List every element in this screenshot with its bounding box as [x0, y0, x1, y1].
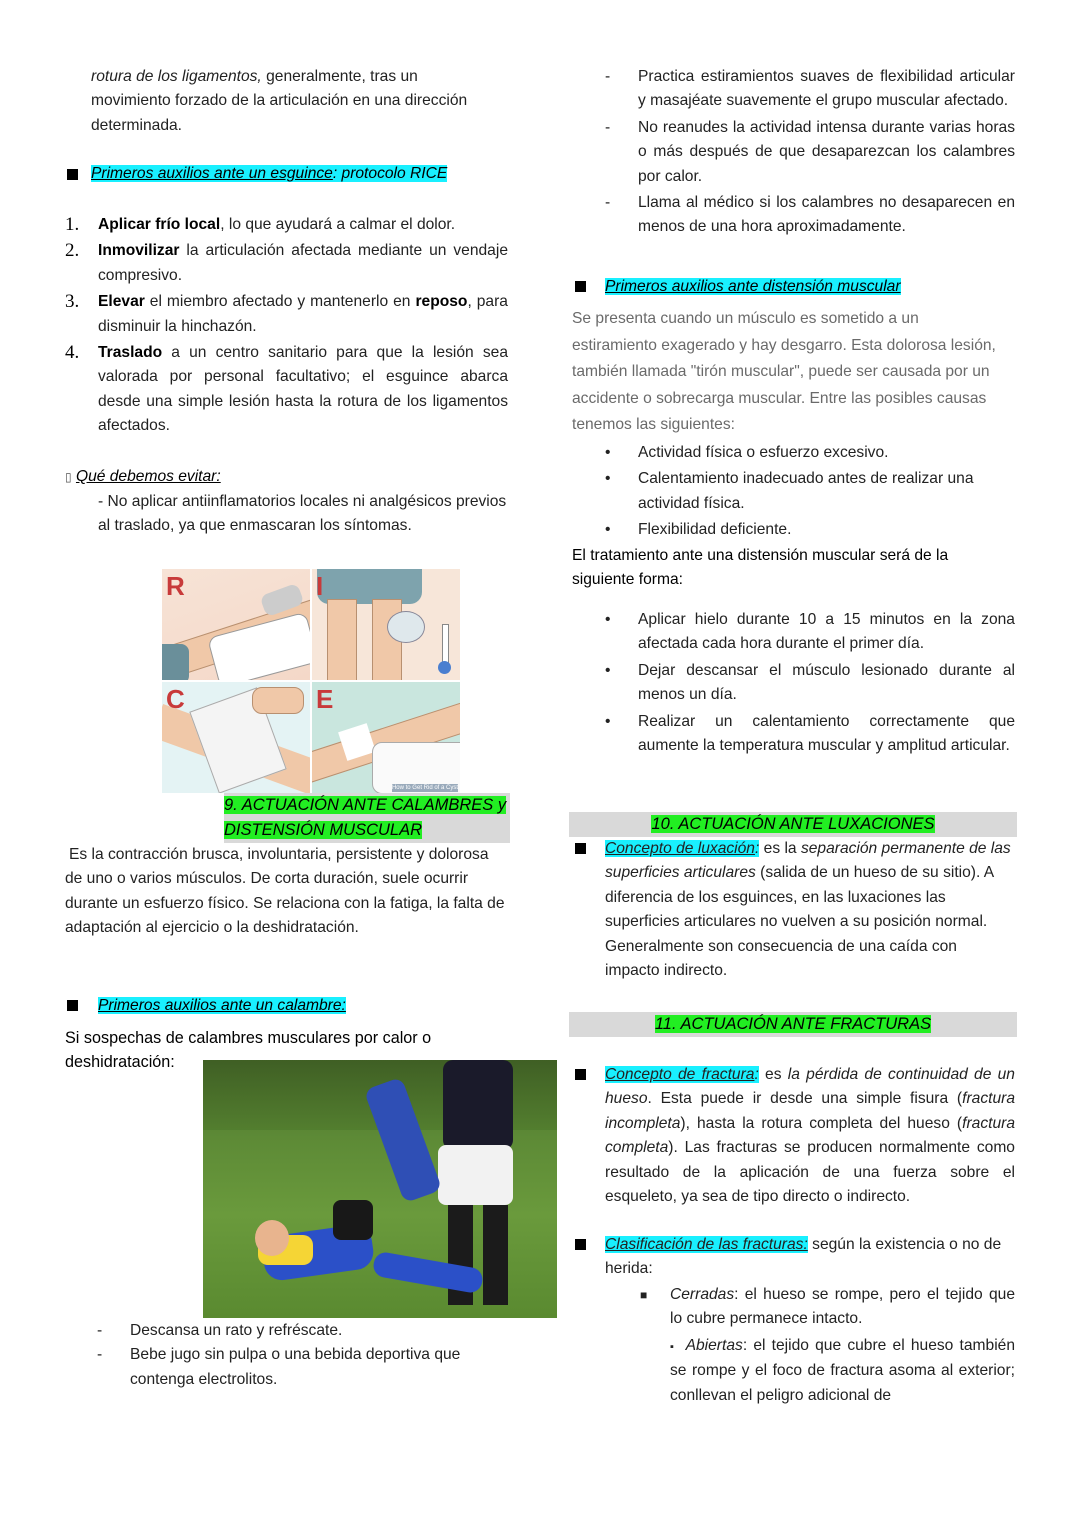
cramp-step: - Bebe jugo sin pulpa o una bebida deportiva que contenga electrolitos. — [97, 1346, 461, 1388]
rice-heading: Primeros auxilios ante un esguince: protocolo RICE — [91, 165, 448, 182]
strain-paragraph: Se presenta cuando un músculo es sometido a un estiramiento exagerado y hay desgarro. Esta dolorosa lesión, también llamada "tirón muscular", puede ser causada por un accidente o sobrecarga muscular. Entre las posibles causas tenemos las siguientes: — [572, 310, 996, 434]
cause-item: • Flexibilidad deficiente. — [605, 521, 792, 539]
cramp-step: - Descansa un rato y refréscate. — [97, 1322, 343, 1339]
section-11-heading: 11. ACTUACIÓN ANTE FRACTURAS — [569, 1012, 1017, 1037]
rice-illustration — [162, 569, 460, 793]
rice-steps-list — [65, 213, 508, 439]
treatment-item: • Dejar descansar el músculo lesionado durante al menos un día. — [605, 661, 1015, 704]
missing-glyph-icon: ▯ — [65, 470, 72, 484]
strain-heading: Primeros auxilios ante distensión muscular — [605, 278, 901, 295]
cramp-photo — [203, 1060, 557, 1318]
image-caption: How to Get Rid of a Cyst — [391, 785, 458, 791]
fracture-types-list — [640, 1283, 1016, 1408]
treatment-item: • Aplicar hielo durante 10 a 15 minutos en la zona afectada cada hora durante el primer día. — [605, 611, 1015, 653]
rice-step: 2. Inmovilizar la articulación afectada mediante un vendaje compresivo. — [65, 240, 508, 284]
treatment-item: • Realizar un calentamiento correctamente que aumente la temperatura muscular y amplitud articular. — [605, 712, 1015, 755]
intro-italic: rotura de los ligamentos, — [91, 68, 262, 85]
cramp-step: - Practica estiramientos suaves de flexibilidad articular y masajéate suavemente el grupo muscular afectado. — [605, 68, 1015, 110]
cramp-heading: Primeros auxilios ante un calambre: — [98, 997, 346, 1014]
cramp-steps-continued — [605, 65, 1015, 240]
avoid-text: - No aplicar antiinflamatorios locales ni analgésicos previos al traslado, ya que enmascaran los síntomas. — [98, 493, 507, 535]
bullet-square-icon — [575, 1069, 586, 1080]
rice-step: 3. Elevar el miembro afectado y mantenerlo en reposo, para disminuir la hinchazón. — [65, 291, 508, 335]
bullet-square-icon — [67, 169, 78, 180]
section-9-heading: 9. ACTUACIÓN ANTE CALAMBRES y DISTENSIÓN MUSCULAR — [224, 793, 510, 843]
rest-panel: R — [162, 569, 310, 680]
ice-panel: I — [312, 569, 460, 680]
cramp-steps-list — [97, 1319, 510, 1392]
bullet-square-icon — [575, 1239, 586, 1250]
cramp-paragraph: Es la contracción brusca, involuntaria, persistente y dolorosa de uno o varios músculos. De corta duración, suele ocurrir durante un esfuerzo físico. Se relaciona con la fatiga, la falta de adaptación al ejercicio o la deshidratación. — [65, 846, 505, 937]
rice-step: 4. Traslado a un centro sanitario para que la lesión sea valorada por personal facultativo; el esguince abarca desde una simple lesión hasta la rotura de los ligamentos afectados. — [65, 342, 508, 435]
intro-text: generalmente, tras un movimiento forzado de la articulación en una dirección determinada. — [91, 68, 468, 134]
bullet-square-icon — [575, 843, 586, 854]
fracture-classification: Clasificación de las fracturas: según la existencia o no de herida: — [605, 1236, 1002, 1278]
intro-paragraph — [91, 65, 471, 138]
bullet-square-icon — [575, 281, 586, 292]
avoid-heading: ▯ Qué debemos evitar: — [65, 468, 221, 485]
cramp-step: - No reanudes la actividad intensa durante varias horas o más después de que desaparezcan los calambres por calor. — [605, 118, 1015, 185]
causes-list — [605, 441, 1015, 543]
cause-item: • Actividad física o esfuerzo excesivo. — [605, 444, 889, 461]
bullet-square-icon — [67, 1000, 78, 1011]
treatment-list — [605, 608, 1015, 758]
elevate-panel: E How to Get Rid of a Cyst — [312, 682, 460, 793]
cramp-step: - Llama al médico si los calambres no desaparecen en menos de una hora aproximadamente. — [605, 194, 1015, 236]
section-10-heading: 10. ACTUACIÓN ANTE LUXACIONES — [569, 812, 1017, 837]
fracture-type: ▪ Abiertas: el tejido que cubre el hueso también se rompe y el foco de fractura asoma al exterior; conllevan el peligro adicional de — [670, 1336, 1016, 1404]
luxation-concept: Concepto de luxación: es la separación permanente de las superficies articulares (salida de un hueso de su sitio). A diferencia de los esguinces, en las luxaciones las superficies articulares no vuelven a su posición normal. Generalmente son consecuencia de una caída con impacto indirecto. — [605, 840, 1011, 980]
fracture-type: ■ Cerradas: el hueso se rompe, pero el tejido que lo cubre permanece intacto. — [640, 1286, 1015, 1328]
rice-step: 1. Aplicar frío local, lo que ayudará a calmar el dolor. — [65, 214, 456, 235]
treatment-intro: El tratamiento ante una distensión muscular será de la siguiente forma: — [572, 547, 949, 589]
compression-panel: C — [162, 682, 310, 793]
cramp-intro: Si sospechas de calambres musculares por calor o deshidratación: — [65, 1029, 432, 1072]
cause-item: • Calentamiento inadecuado antes de realizar una actividad física. — [605, 470, 974, 512]
fracture-concept: Concepto de fractura: es la pérdida de continuidad de un hueso. Esta puede ir desde una simple fisura (fractura incompleta), hasta la rotura completa del hueso (fractura completa). Las fracturas se producen normalmente como resultado de la aplicación de una fuerza sobre el esqueleto, ya sea de tipo directo o indirecto. — [605, 1066, 1015, 1206]
